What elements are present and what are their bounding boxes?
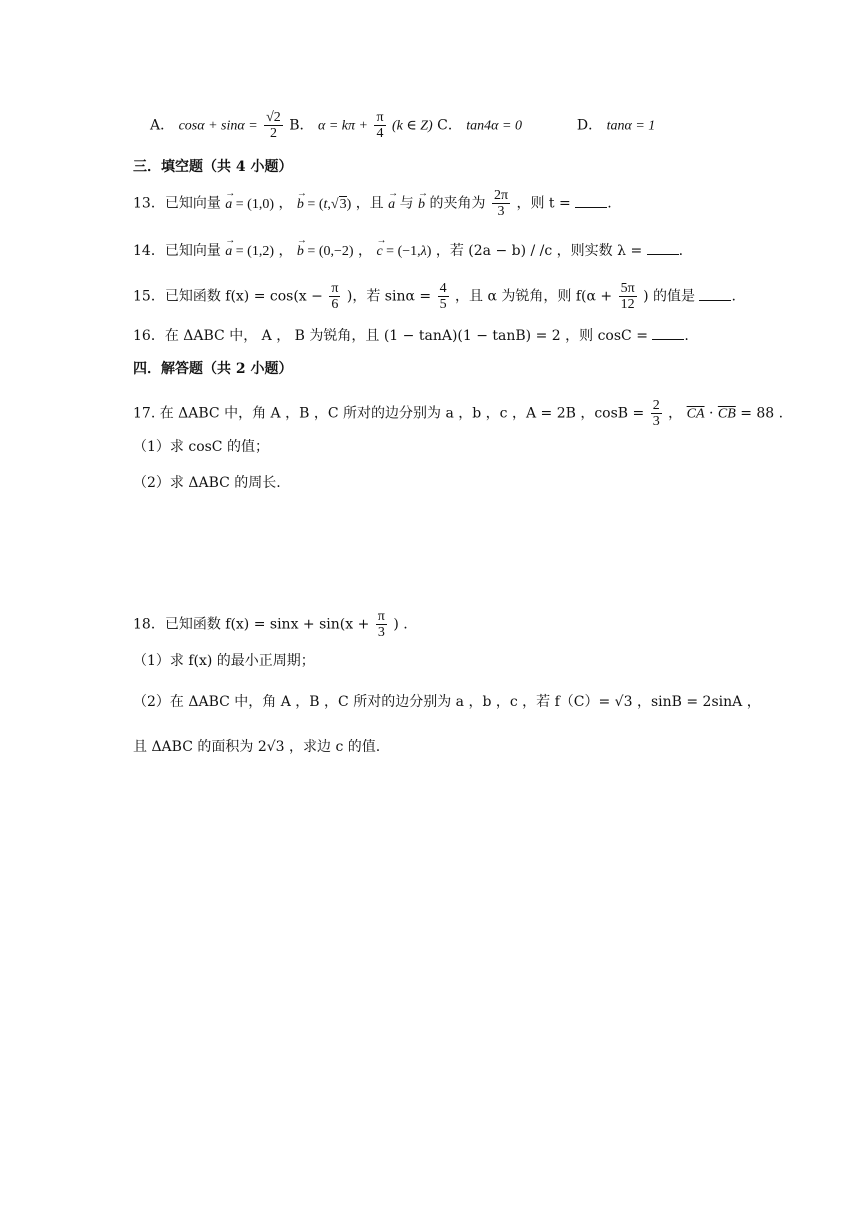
- q18-part-1: （1）求 f(x) 的最小正周期；: [133, 653, 315, 669]
- choice-options-line: [150, 110, 655, 141]
- option-b-fraction: $\frac{\pi}{4}$: [376, 110, 384, 141]
- question-14: 14．已知向量 → a = (1,2) ， → b = (0,−2) ， → c = (−1,λ) ，若 (2a − b) / /c ，则实数 λ = .: [133, 240, 683, 262]
- question-15: 15．已知函数 f(x) = cos(x − $\frac{\pi}{6}$ )，若 sinα = $\frac{4}{5}$ ，且 α 为锐角，则 f(α + $\frac{5\pi}{12}$ ) 的值是 .: [133, 281, 736, 312]
- question-16: 16．在 ΔABC 中， A ， B 为锐角，且 (1 − tanA)(1 − tanB) = 2 ，则 cosC = .: [133, 325, 689, 346]
- q14-vector-a: → a = (1,2): [225, 244, 274, 259]
- q14-text: 14．已知向量: [133, 243, 221, 259]
- q18-part-2: （2）在 ΔABC 中，角 A ，B ，C 所对的边分别为 a ，b ，c ，若 f（C）= √3 ，sinB = 2sinA ，: [133, 694, 761, 710]
- option-a-expr: cosα + sinα =: [178, 118, 258, 134]
- q13-vec-a-ref: → a: [388, 195, 395, 215]
- q17-vector-cb: $\overline{CB}$: [717, 406, 736, 422]
- q13-text: 13．已知向量: [133, 195, 221, 212]
- q14-vector-c: → c = (−1,λ): [376, 244, 431, 259]
- q14-condition: ，若 (2a − b) / /c ，则实数 λ =: [435, 243, 643, 259]
- q18-part-3: 且 ΔABC 的面积为 2√3 ，求边 c 的值.: [133, 739, 381, 755]
- question-17: 17. 在 ΔABC 中，角 A ，B ，C 所对的边分别为 a ，b ，c ，A = 2B ，cosB = $\frac{2}{3}$ ， $\overline{CA} \cdot \overline{CB} = 88$ .: [133, 398, 784, 429]
- q16-answer-blank[interactable]: [652, 325, 684, 340]
- q15-fraction-pi-6: $\frac{\pi}{6}$: [331, 281, 339, 312]
- q17-part-1: （1）求 cosC 的值；: [133, 439, 269, 455]
- q13-vector-b: → b = (t,√3): [297, 197, 351, 212]
- q17-text: 17. 在 ΔABC 中，角 A ，B ，C 所对的边分别为 a ，b ，c ，A = 2B ，cosB =: [133, 405, 645, 422]
- q15-fraction-5pi-12: $\frac{5\pi}{12}$: [620, 281, 635, 312]
- q18-text: 18．已知函数 f(x) = sinx + sin(x +: [133, 616, 370, 633]
- option-a-fraction: $\frac{√2}{2}$: [266, 110, 281, 141]
- option-a-label: A．: [150, 117, 175, 134]
- q17-part-2: （2）求 ΔABC 的周长.: [133, 475, 281, 491]
- q13-angle-fraction: $\frac{2\pi}{3}$: [493, 188, 509, 219]
- q13-vec-b-ref: → b: [418, 195, 425, 215]
- question-13: 13．已知向量 → a = (1,0) ， → b = (t,√3) ，且 → a 与 → b 的夹角为 $\frac{2\pi}{3}$ ，则 t = .: [133, 188, 612, 219]
- q14-vector-b: → b = (0,−2): [297, 244, 354, 259]
- q13-vector-a: → a = (1,0): [225, 197, 274, 212]
- option-b-expr: α = kπ +: [318, 118, 368, 134]
- q17-fraction-2-3: $\frac{2}{3}$: [652, 398, 660, 429]
- option-b-tail: (k ∈ Z): [391, 118, 433, 134]
- section-4-heading: 四．解答题（共 2 小题）: [133, 361, 293, 377]
- q17-vector-ca: $\overline{CA}$: [686, 406, 705, 422]
- q18-fraction-pi-3: $\frac{\pi}{3}$: [377, 609, 385, 640]
- option-b-label: B．: [289, 117, 314, 134]
- q15-answer-blank[interactable]: [699, 286, 731, 301]
- q15-fraction-4-5: $\frac{4}{5}$: [439, 281, 447, 312]
- q16-text: 16．在 ΔABC 中， A ， B 为锐角，且 (1 − tanA)(1 − tanB) = 2 ，则 cosC =: [133, 328, 648, 344]
- section-3-heading: 三．填空题（共 4 小题）: [133, 159, 293, 175]
- option-c-expr: tan4α = 0: [466, 118, 522, 134]
- q14-answer-blank[interactable]: [647, 240, 679, 255]
- q15-text: 15．已知函数 f(x) = cos(x −: [133, 288, 323, 305]
- option-d-expr: tanα = 1: [606, 118, 656, 134]
- option-c-label: C．: [437, 117, 462, 134]
- option-d-label: D．: [576, 117, 603, 134]
- question-18: 18．已知函数 f(x) = sinx + sin(x + $\frac{\pi}{3}$ ) .: [133, 609, 408, 640]
- q13-answer-blank[interactable]: [575, 193, 607, 208]
